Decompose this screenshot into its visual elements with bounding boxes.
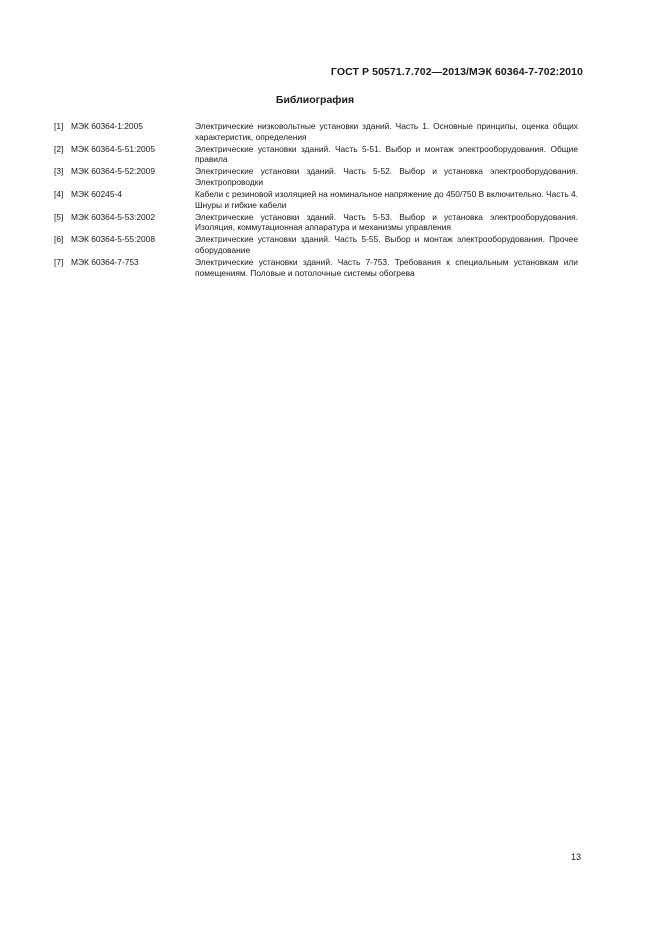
entry-standard: МЭК 60364-5-52:2009 xyxy=(71,166,155,177)
entry-standard: МЭК 60245-4 xyxy=(71,189,122,200)
bibliography-entry xyxy=(54,121,578,142)
bibliography-entry xyxy=(54,212,578,233)
entry-standard: МЭК 60364-1:2005 xyxy=(71,121,143,131)
entry-description: Электрические установки зданий. Часть 5-53. Выбор и установка электрооборудования. Изоляция, коммутационная аппаратура и механизмы управления xyxy=(195,211,578,233)
entry-standard: МЭК 60364-5-55:2008 xyxy=(71,234,155,245)
entry-description: Электрические установки зданий. Часть 5-52. Выбор и установка электрооборудования. Электропроводки xyxy=(195,166,578,187)
entry-description: Электрические установки зданий. Часть 5-55. Выбор и монтаж электрооборудования. Прочее оборудование xyxy=(195,234,578,256)
bibliography-entry xyxy=(54,189,578,210)
entry-number: [3] xyxy=(54,166,64,177)
entry-description: Электрические установки зданий. Часть 5-51. Выбор и монтаж электрооборудования. Общие правила xyxy=(195,143,578,165)
entry-number: [5] xyxy=(54,211,64,222)
entry-number: [6] xyxy=(54,234,64,245)
bibliography-entry xyxy=(54,144,578,165)
bibliography-entry xyxy=(54,166,578,187)
entry-description: Кабели с резиновой изоляцией на номинальное напряжение до 450/750 В включительно. Часть 4. Шнуры и гибкие кабели xyxy=(195,189,578,210)
entry-standard: МЭК 60364-5-53:2002 xyxy=(71,211,155,222)
bibliography-entry xyxy=(54,257,578,278)
entry-description: Электрические низковольтные установки зданий. Часть 1. Основные принципы, оценка общих характеристик, определения xyxy=(195,121,578,142)
section-title: Библиография xyxy=(275,94,355,106)
bibliography-list xyxy=(54,121,578,280)
page-number: 13 xyxy=(570,852,581,862)
entry-number: [1] xyxy=(54,121,64,131)
entry-number: [2] xyxy=(54,143,64,154)
document-header: ГОСТ Р 50571.7.702—2013/МЭК 60364-7-702:2010 xyxy=(330,66,583,78)
entry-description: Электрические установки зданий. Часть 7-753. Требования к специальным установкам или помещениям. Половые и потолочные системы обогрева xyxy=(195,257,578,278)
entry-number: [7] xyxy=(54,257,64,268)
entry-standard: МЭК 60364-5-51:2005 xyxy=(71,143,155,154)
entry-standard: МЭК 60364-7-753 xyxy=(71,257,139,268)
bibliography-entry xyxy=(54,234,578,255)
entry-number: [4] xyxy=(54,189,64,200)
